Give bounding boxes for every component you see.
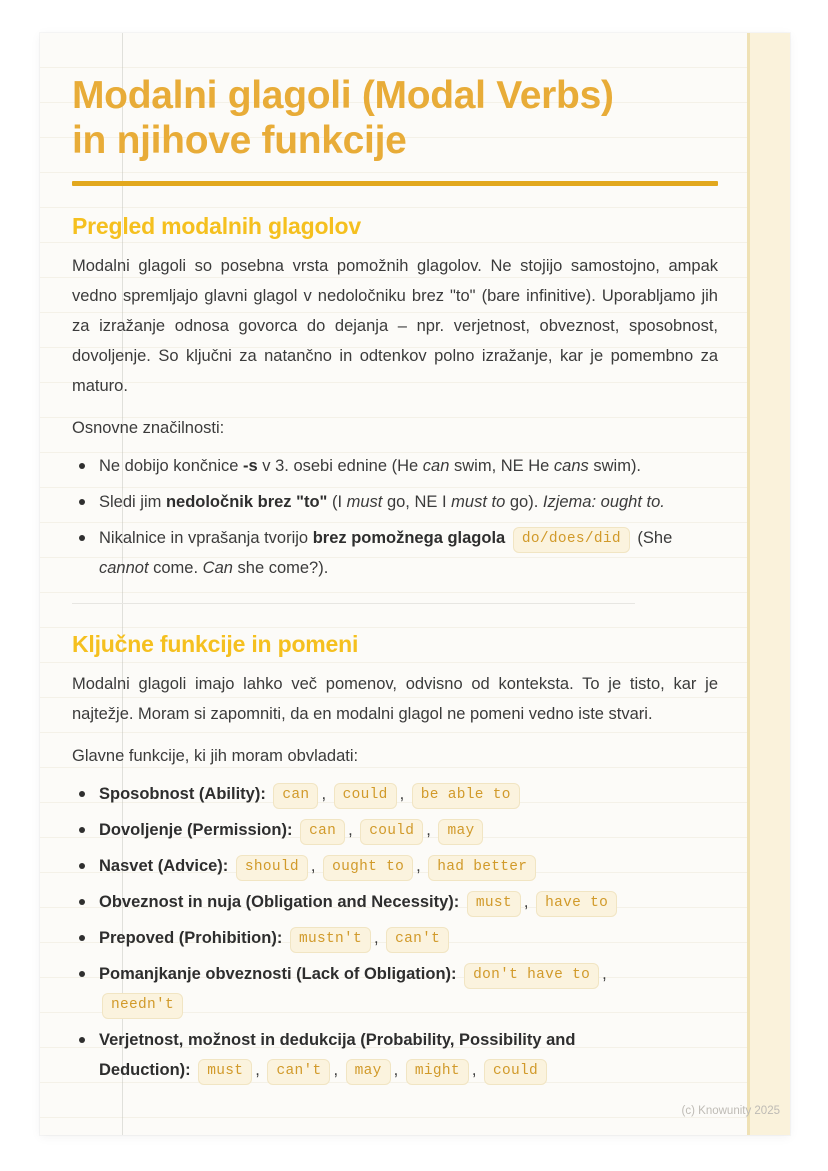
text-segment: Pomanjkanje obveznosti (Lack of Obligation): [99,965,457,983]
list-item [72,487,718,517]
text-segment [282,929,287,947]
text-segment [191,1061,196,1079]
document-page [40,33,790,1135]
text-segment: Nikalnice in vprašanja tvorijo [99,529,313,547]
text-segment [457,965,462,983]
code-chip: had better [428,855,536,881]
code-chip: could [334,783,397,809]
text-segment: nedoločnik brez "to" [165,493,328,511]
paragraph [72,251,718,401]
code-chip: can't [386,927,449,953]
text-segment: can [422,457,450,475]
section-heading: Pregled modalnih glagolov [72,213,361,239]
text-segment: cannot [99,559,149,577]
text-segment: Prepoved (Prohibition): [99,929,283,947]
text-segment: must to [451,493,506,511]
list-item [72,851,718,881]
list-item [72,779,718,809]
text-segment: , [333,1061,343,1079]
section-heading: Ključne funkcije in pomeni [72,631,359,657]
text-segment: , [399,785,409,803]
code-chip: have to [536,891,617,917]
code-chip: do/does/did [513,527,630,553]
text-segment: Deduction): [99,1061,191,1079]
text-segment: she come?). [232,559,329,577]
code-chip: may [346,1059,391,1085]
paragraph [72,741,718,771]
text-segment: (She [632,529,673,547]
code-chip: may [438,819,483,845]
text-segment: , [471,1061,481,1079]
text-segment [266,785,271,803]
text-segment: , [321,785,331,803]
text-segment: -s [243,457,258,475]
text-segment: , [416,857,426,875]
text-segment: brez pomožnega glagola [312,529,506,547]
page-title-line-2: in njihove funkcije [72,119,407,162]
watermark: (c) Knowunity 2025 [681,1105,780,1117]
text-segment [228,857,233,875]
text-segment: , [310,857,321,875]
code-chip: can't [267,1059,330,1085]
page-margin-stripe [747,33,790,1135]
sections-container [72,213,718,1085]
code-chip: can [273,783,318,809]
list-item [72,523,718,583]
page-title [72,73,718,163]
text-segment: (I [327,493,347,511]
code-chip: mustn't [290,927,371,953]
list-item [72,923,718,953]
bullet-list [72,779,718,1085]
code-chip: must [467,891,521,917]
text-segment: come. [148,559,203,577]
code-chip: don't have to [464,963,599,989]
text-segment: Izjema: ought to. [542,493,665,511]
text-segment: Nasvet (Advice): [99,857,229,875]
text-segment: go, NE I [382,493,452,511]
text-segment: , [426,821,436,839]
section-divider [72,603,635,604]
title-underline [72,181,718,186]
code-chip: might [406,1059,469,1085]
text-segment: Sledi jim [99,493,166,511]
page-title-line-1: Modalni glagoli (Modal Verbs) [72,74,614,117]
text-segment: Sposobnost (Ability): [99,785,266,803]
code-chip: could [484,1059,547,1085]
text-segment: go). [505,493,543,511]
code-chip: ought to [323,855,413,881]
list-item [72,887,718,917]
code-chip: could [360,819,423,845]
list-item [72,815,718,845]
document-content [72,33,718,1085]
text-segment: v 3. osebi ednine (He [257,457,423,475]
text-segment: , [393,1061,403,1079]
text-segment: , [255,1061,265,1079]
text-segment: Modalni glagoli so posebna vrsta pomožnih glagolov. Ne stojijo samostojno, ampak vedno spremljajo glavni glagol v nedoločniku brez "to" (bare infinitive). Uporabljamo jih za izražanje odnosa govorca do dejanja – npr. verjetnost, obveznost, sposobnost, dovoljenje. So ključni za natančno in odtenkov polno izražanje, kar je pomembno za maturo. [72,257,718,395]
paragraph [72,669,718,729]
text-segment: swim, NE He [449,457,554,475]
list-item [72,451,718,481]
text-segment: , [523,893,534,911]
text-segment: , [602,965,607,983]
code-chip: can [300,819,345,845]
text-segment: , [348,821,358,839]
text-segment: cans [553,457,589,475]
text-segment: must [346,493,383,511]
text-segment: Osnovne značilnosti: [72,419,225,437]
text-segment: , [373,929,384,947]
text-segment: Modalni glagoli imajo lahko več pomenov, odvisno od konteksta. To je tisto, kar je najtežje. Moram si zapomniti, da en modalni glagol ne pomeni vedno iste stvari. [72,675,718,723]
text-segment: Dovoljenje (Permission): [99,821,293,839]
text-segment [292,821,297,839]
text-segment: swim). [588,457,642,475]
text-segment: Can [202,559,233,577]
text-segment: Ne dobijo končnice [99,457,244,475]
paragraph [72,413,718,443]
list-item [72,1025,718,1085]
list-item [72,959,718,1019]
text-segment: Glavne funkcije, ki jih moram obvladati: [72,747,359,765]
code-chip: should [236,855,308,881]
code-chip: must [198,1059,252,1085]
text-segment [459,893,464,911]
bullet-list [72,451,718,583]
text-segment: Verjetnost, možnost in dedukcija (Probability, Possibility and [99,1031,576,1049]
text-segment: Obveznost in nuja (Obligation and Necessity): [99,893,460,911]
text-segment [505,529,510,547]
code-chip: needn't [102,993,183,1019]
code-chip: be able to [412,783,520,809]
